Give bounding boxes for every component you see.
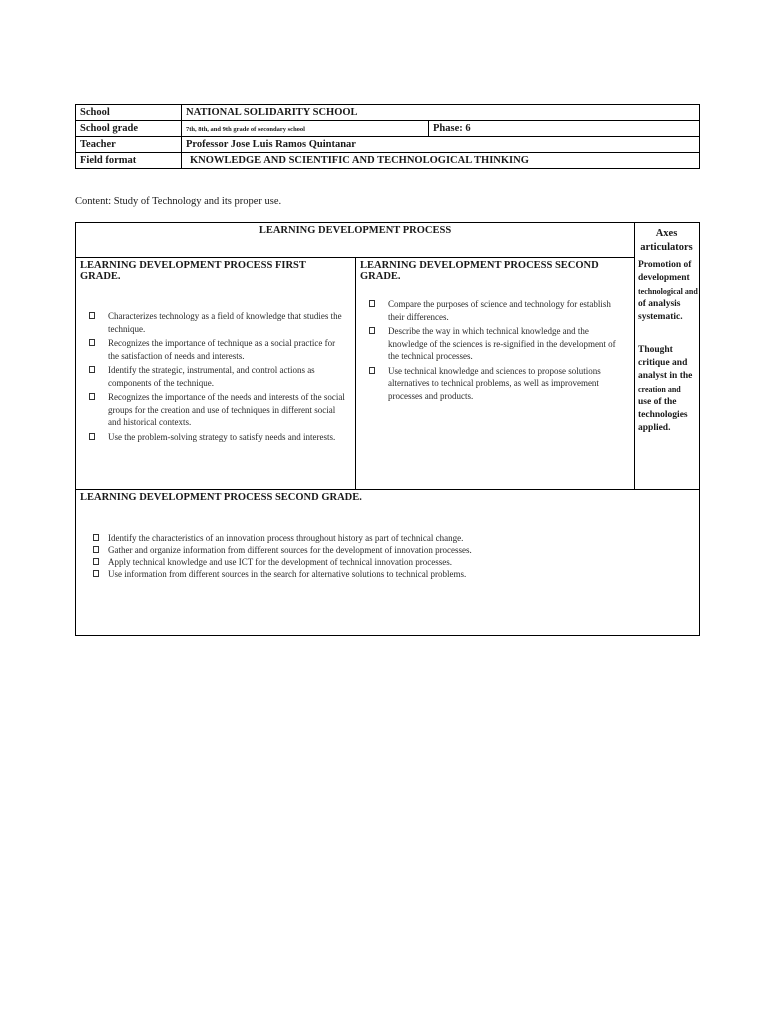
checkbox-icon <box>89 312 95 319</box>
list-item: Identify the characteristics of an innovation process throughout history as part of technical change. <box>80 533 692 544</box>
checkbox-icon <box>93 570 99 577</box>
axes-title: Axes articulators <box>640 228 693 253</box>
grade-divider <box>355 257 356 490</box>
school-label: School <box>76 105 182 121</box>
teacher-value: Professor Jose Luis Ramos Quintanar <box>182 137 700 153</box>
checkbox-icon <box>93 558 99 565</box>
checkbox-icon <box>93 534 99 541</box>
list-item: Use technical knowledge and sciences to propose solutions alternatives to technical problems, as well as improvement processes and products. <box>360 365 628 403</box>
list-item: Recognizes the importance of the needs and interests of the social groups for the creation and use of techniques in different social and historical contexts. <box>80 391 348 429</box>
checkbox-icon <box>369 367 375 374</box>
second-grade-heading: LEARNING DEVELOPMENT PROCESS SECOND GRADE. <box>360 260 599 282</box>
axes-divider <box>634 223 635 490</box>
teacher-row <box>76 137 700 153</box>
axes-text-a2: technological and <box>638 287 698 296</box>
list-item: Apply technical knowledge and use ICT for the development of technical innovation processes. <box>80 557 692 568</box>
list-item: Recognizes the importance of technique as a social practice for the satisfaction of needs and interests. <box>80 337 348 362</box>
bottom-list <box>80 533 692 580</box>
axes-text-a3: of analysis systematic. <box>638 299 683 322</box>
list-item: Use information from different sources in the search for alternative solutions to technical problems. <box>80 569 692 580</box>
checkbox-icon <box>89 339 95 346</box>
checkbox-icon <box>89 393 95 400</box>
school-value: NATIONAL SOLIDARITY SCHOOL <box>182 105 700 121</box>
field-row <box>76 153 700 169</box>
axes-text-a1: Promotion of development <box>638 260 692 283</box>
axes-column <box>638 259 698 435</box>
list-item: Use the problem-solving strategy to satisfy needs and interests. <box>80 431 348 444</box>
list-item: Characterizes technology as a field of knowledge that studies the technique. <box>80 310 348 335</box>
checkbox-icon <box>369 327 375 334</box>
checkbox-icon <box>89 433 95 440</box>
list-item: Identify the strategic, instrumental, and control actions as components of the technique. <box>80 364 348 389</box>
phase-value: Phase: 6 <box>429 121 700 137</box>
list-item: Compare the purposes of science and technology for establish their differences. <box>360 298 628 323</box>
axes-text-b1: Thought critique and analyst in the <box>638 345 693 381</box>
second-grade-column <box>360 260 628 404</box>
bottom-divider <box>76 489 699 490</box>
grade-label: School grade <box>76 121 182 137</box>
axes-text-b3: use of the technologies applied. <box>638 397 688 433</box>
axes-text-b2: creation and <box>638 385 681 394</box>
first-grade-column <box>80 260 348 445</box>
table-title: LEARNING DEVELOPMENT PROCESS <box>258 225 452 236</box>
header-table <box>75 104 700 169</box>
first-grade-heading: LEARNING DEVELOPMENT PROCESS FIRST GRADE. <box>80 260 306 282</box>
first-grade-list <box>80 310 348 443</box>
teacher-label: Teacher <box>76 137 182 153</box>
field-label: Field format <box>76 153 182 169</box>
field-value: KNOWLEDGE AND SCIENTIFIC AND TECHNOLOGICAL THINKING <box>182 153 700 169</box>
learning-process-table <box>75 222 700 636</box>
checkbox-icon <box>369 300 375 307</box>
school-row <box>76 105 700 121</box>
bottom-section <box>80 492 692 581</box>
second-grade-list <box>360 298 628 402</box>
grade-row <box>76 121 700 137</box>
grade-value: 7th, 8th, and 9th grade of secondary school <box>186 126 305 133</box>
checkbox-icon <box>93 546 99 553</box>
content-line: Content: Study of Technology and its proper use. <box>75 196 282 207</box>
checkbox-icon <box>89 366 95 373</box>
list-item: Describe the way in which technical knowledge and the knowledge of the sciences is re-signified in the development of the technical processes. <box>360 325 628 363</box>
list-item: Gather and organize information from different sources for the development of innovation processes. <box>80 545 692 556</box>
bottom-heading: LEARNING DEVELOPMENT PROCESS SECOND GRADE. <box>80 492 362 503</box>
